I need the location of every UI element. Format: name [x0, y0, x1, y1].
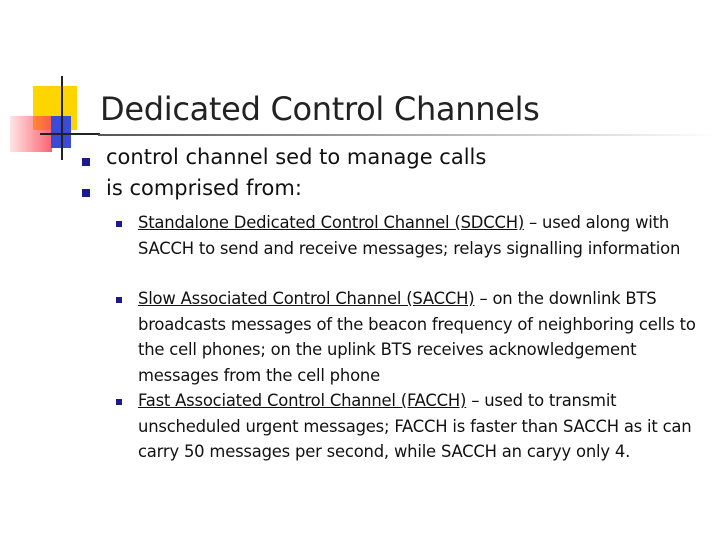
bullet-square-icon — [82, 189, 90, 197]
bullet-text: is comprised from: — [106, 176, 302, 200]
sub-bullet-sacch — [138, 286, 716, 388]
logo-vertical-line — [61, 76, 63, 160]
sub-bullet-square-icon — [116, 221, 122, 227]
sub-bullet-sdcch — [138, 210, 716, 261]
sub-bullet-description: – used along with SACCH to send and receive messages; relays signalling information — [138, 213, 681, 258]
sub-bullet-description: – on the downlink BTS broadcasts messages of the beacon frequency of neighboring cells to the cell phones; on the uplink BTS receives acknowledgement messages from the cell phone — [138, 289, 696, 385]
bullet-text: control channel sed to manage calls — [106, 145, 487, 169]
title-underline-rule — [98, 134, 718, 136]
sub-bullet-facch — [138, 388, 716, 465]
sub-bullet-description: – used to transmit unscheduled urgent messages; FACCH is faster than SACCH as it can carry 50 messages per second, while SACCH an caryy only 4. — [138, 391, 692, 462]
bullet-square-icon — [82, 158, 90, 166]
sub-bullet-square-icon — [116, 297, 122, 303]
sub-bullet-term: Slow Associated Control Channel (SACCH) — [138, 289, 475, 308]
logo-horizontal-line — [40, 133, 100, 135]
sub-bullet-term: Fast Associated Control Channel (FACCH) — [138, 391, 467, 410]
sub-bullet-term: Standalone Dedicated Control Channel (SDCCH) — [138, 213, 525, 232]
sub-bullet-square-icon — [116, 399, 122, 405]
slide-title: Dedicated Control Channels — [100, 90, 540, 128]
